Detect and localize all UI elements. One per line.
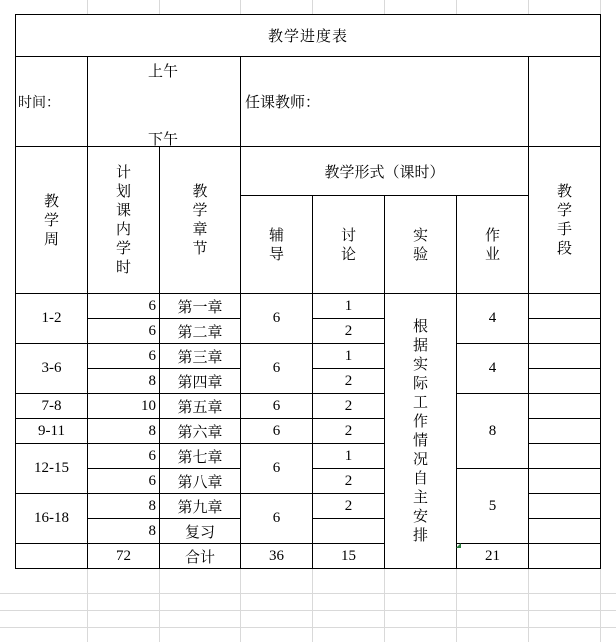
homework-cell[interactable]: 4 xyxy=(457,344,529,394)
hours-cell[interactable]: 6 xyxy=(88,319,160,344)
discussion-cell[interactable]: 2 xyxy=(313,494,385,519)
total-tutoring-cell[interactable]: 36 xyxy=(241,544,313,569)
means-cell[interactable] xyxy=(529,444,601,469)
total-discussion-cell[interactable]: 15 xyxy=(313,544,385,569)
chapter-cell[interactable]: 复习 xyxy=(160,519,241,544)
means-cell[interactable] xyxy=(529,319,601,344)
afternoon-label: 下午 xyxy=(148,130,179,147)
teacher-label: 任课教师： xyxy=(241,57,529,147)
hours-cell[interactable]: 8 xyxy=(88,369,160,394)
hours-cell[interactable]: 10 xyxy=(88,394,160,419)
total-homework-value: 21 xyxy=(485,547,500,564)
discussion-cell[interactable]: 2 xyxy=(313,394,385,419)
chapter-cell[interactable]: 第六章 xyxy=(160,419,241,444)
discussion-cell[interactable]: 2 xyxy=(313,369,385,394)
means-cell[interactable] xyxy=(529,394,601,419)
morning-label: 上午 xyxy=(148,62,179,80)
means-cell[interactable] xyxy=(529,344,601,369)
discussion-cell[interactable]: 2 xyxy=(313,469,385,494)
week-cell[interactable]: 9-11 xyxy=(16,419,88,444)
time-slot-cell[interactable] xyxy=(88,57,241,147)
discussion-cell[interactable] xyxy=(313,519,385,544)
hours-cell[interactable]: 8 xyxy=(88,419,160,444)
experiment-note[interactable]: 根 据 实 际 工 作 情 况 自 主 安 排 xyxy=(385,294,457,569)
hours-cell[interactable]: 6 xyxy=(88,469,160,494)
chapter-cell[interactable]: 第四章 xyxy=(160,369,241,394)
homework-cell[interactable]: 5 xyxy=(457,469,529,544)
chapter-cell[interactable]: 第一章 xyxy=(160,294,241,319)
chapter-cell[interactable]: 第五章 xyxy=(160,394,241,419)
means-cell[interactable] xyxy=(529,294,601,319)
homework-cell[interactable]: 8 xyxy=(457,394,529,469)
tutoring-cell[interactable]: 6 xyxy=(241,444,313,494)
total-hours-cell[interactable]: 72 xyxy=(88,544,160,569)
discussion-cell[interactable]: 1 xyxy=(313,344,385,369)
total-means-cell[interactable] xyxy=(529,544,601,569)
week-cell[interactable]: 12-15 xyxy=(16,444,88,494)
discussion-cell[interactable]: 2 xyxy=(313,419,385,444)
tutoring-cell[interactable]: 6 xyxy=(241,344,313,394)
means-cell[interactable] xyxy=(529,494,601,519)
header-experiment: 实 验 xyxy=(385,196,457,294)
chapter-cell[interactable]: 第二章 xyxy=(160,319,241,344)
means-cell[interactable] xyxy=(529,519,601,544)
total-label: 合计 xyxy=(160,544,241,569)
chapter-cell[interactable]: 第三章 xyxy=(160,344,241,369)
header-week: 教 学 周 xyxy=(16,147,88,294)
tutoring-cell[interactable]: 6 xyxy=(241,419,313,444)
header-homework: 作 业 xyxy=(457,196,529,294)
means-cell[interactable] xyxy=(529,369,601,394)
tutoring-cell[interactable]: 6 xyxy=(241,294,313,344)
header-chapter: 教 学 章 节 xyxy=(160,147,241,294)
chapter-cell[interactable]: 第九章 xyxy=(160,494,241,519)
header-teaching-means: 教 学 手 段 xyxy=(529,147,601,294)
week-cell[interactable]: 16-18 xyxy=(16,494,88,544)
header-discussion: 讨 论 xyxy=(313,196,385,294)
header-tutoring: 辅 导 xyxy=(241,196,313,294)
total-homework-cell[interactable] xyxy=(457,544,529,569)
cell-comment-marker xyxy=(456,543,461,548)
means-cell[interactable] xyxy=(529,419,601,444)
total-week-cell[interactable] xyxy=(16,544,88,569)
hours-cell[interactable]: 8 xyxy=(88,519,160,544)
tutoring-cell[interactable]: 6 xyxy=(241,394,313,419)
discussion-cell[interactable]: 1 xyxy=(313,444,385,469)
chapter-cell[interactable]: 第八章 xyxy=(160,469,241,494)
week-cell[interactable]: 1-2 xyxy=(16,294,88,344)
week-cell[interactable]: 7-8 xyxy=(16,394,88,419)
week-cell[interactable]: 3-6 xyxy=(16,344,88,394)
chapter-cell[interactable]: 第七章 xyxy=(160,444,241,469)
tutoring-cell[interactable]: 6 xyxy=(241,494,313,544)
homework-cell[interactable]: 4 xyxy=(457,294,529,344)
header-planned-hours: 计 划 课 内 学 时 xyxy=(88,147,160,294)
hours-cell[interactable]: 6 xyxy=(88,344,160,369)
table-title: 教学进度表 xyxy=(16,15,601,57)
header-teaching-form: 教学形式（课时） xyxy=(241,147,529,196)
discussion-cell[interactable]: 2 xyxy=(313,319,385,344)
teacher-name-cell[interactable] xyxy=(529,57,601,147)
means-cell[interactable] xyxy=(529,469,601,494)
hours-cell[interactable]: 6 xyxy=(88,444,160,469)
time-label: 时间： xyxy=(16,57,88,147)
discussion-cell[interactable]: 1 xyxy=(313,294,385,319)
teaching-schedule-table xyxy=(15,14,601,569)
hours-cell[interactable]: 6 xyxy=(88,294,160,319)
hours-cell[interactable]: 8 xyxy=(88,494,160,519)
